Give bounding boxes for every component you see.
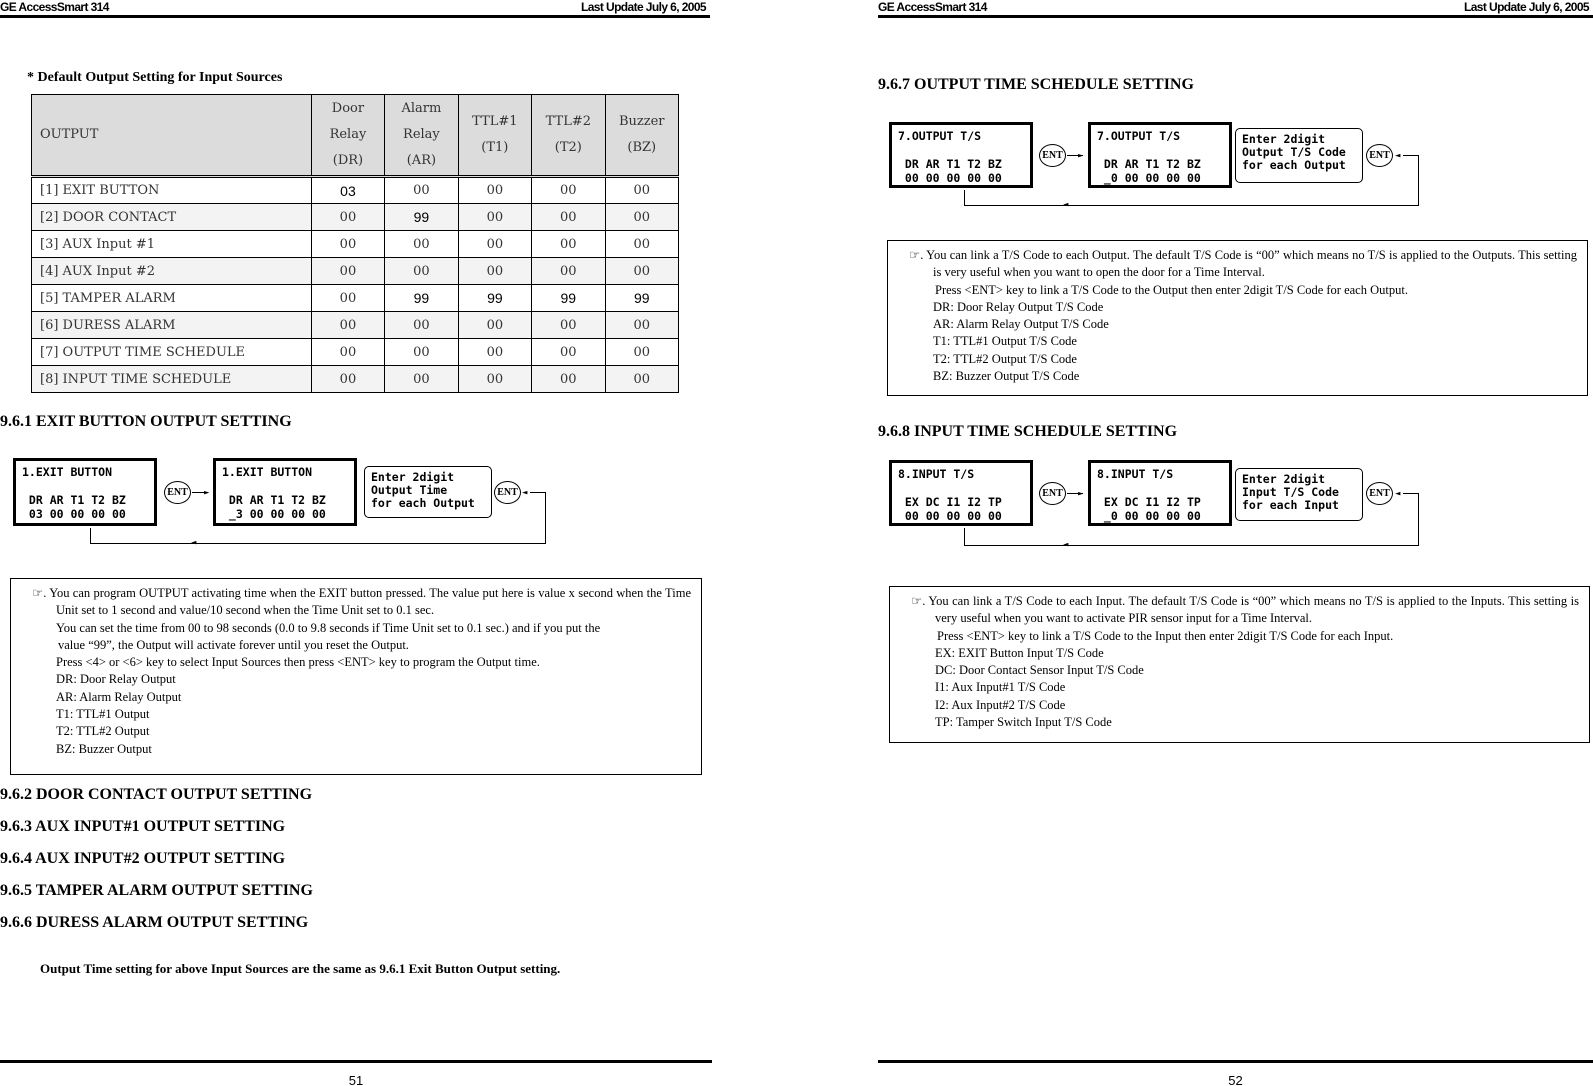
ent-key-icon: ENT [1366, 482, 1393, 505]
table-cell: 00 [605, 339, 678, 366]
row-label: [6] DURESS ALARM [32, 312, 312, 339]
output-ts-info-box [887, 240, 1588, 396]
table-row [32, 258, 679, 285]
table-cell: 00 [605, 177, 678, 204]
header-ttl2: TTL#2 (T2) [532, 95, 605, 177]
section-967-title: 9.6.7 OUTPUT TIME SCHEDULE SETTING [878, 76, 1194, 93]
exit-button-info-box [10, 578, 702, 775]
arrow-line [545, 492, 546, 543]
lcd-screen-default: 8.INPUT T/S EX DC I1 I2 TP 00 00 00 00 00 [889, 460, 1033, 526]
table-cell: 99 [605, 285, 678, 312]
section-968-title: 9.6.8 INPUT TIME SCHEDULE SETTING [878, 423, 1178, 440]
arrow-line [964, 190, 965, 206]
page-number: 52 [1228, 1073, 1243, 1086]
info-line: value “99”, the Output will activate forever until you reset the Output. [58, 637, 409, 652]
info-i1: I1: Aux Input#1 T/S Code [935, 680, 1066, 695]
page-51 [0, 0, 712, 1086]
table-cell: 00 [458, 177, 531, 204]
page-footer [0, 1060, 712, 1086]
info-lead: ☞. You can link a T/S Code to each Input. The default T/S Code is “00” which means no T/S is applied to the Inputs. This setting is very useful when you want to activate PIR sensor input for a Time Interval. [911, 594, 1579, 626]
info-lead: ☞. You can program OUTPUT activating time when the EXIT button pressed. The value put here is value x second when the Time Unit set to 1 second and value/10 second when the Time Unit set to 0.1 sec. [32, 586, 691, 618]
row-label: [1] EXIT BUTTON [32, 177, 312, 204]
row-label: [4] AUX Input #2 [32, 258, 312, 285]
arrow-left-icon: ◄ [191, 538, 197, 548]
table-cell: 99 [385, 285, 458, 312]
input-ts-diagram [889, 460, 1449, 560]
arrow-line [964, 528, 965, 546]
table-cell: 99 [532, 285, 605, 312]
header-ttl1: TTL#1 (T1) [458, 95, 531, 177]
return-line [964, 545, 1419, 546]
ent-key-icon: ENT [1366, 144, 1393, 167]
table-cell: 00 [532, 258, 605, 285]
table-title: * Default Output Setting for Input Sources [27, 70, 283, 85]
arrow-right-icon: ► [204, 488, 210, 498]
header-update: Last Update July 6, 2005 [581, 0, 706, 14]
table-cell: 00 [458, 339, 531, 366]
page-footer [878, 1060, 1593, 1086]
table-cell: 00 [605, 258, 678, 285]
same-setting-note: Output Time setting for above Input Sources are the same as 9.6.1 Exit Button Output setting. [40, 961, 561, 976]
info-line: You can set the time from 00 to 98 seconds (0.0 to 9.8 seconds if Time Unit set to 0.1 sec.) and if you put the [56, 620, 601, 635]
info-dc: DC: Door Contact Sensor Input T/S Code [935, 663, 1144, 678]
page-header [878, 0, 1593, 18]
table-row [32, 339, 679, 366]
table-cell: 00 [532, 231, 605, 258]
output-ts-diagram [889, 122, 1449, 222]
table-row [32, 231, 679, 258]
section-966-title: 9.6.6 DURESS ALARM OUTPUT SETTING [0, 914, 309, 931]
exit-button-diagram [10, 458, 560, 558]
table-cell: 00 [311, 231, 384, 258]
section-963-title: 9.6.3 AUX INPUT#1 OUTPUT SETTING [0, 818, 286, 835]
arrow-left-icon: ◄ [522, 488, 528, 498]
table-cell: 00 [532, 366, 605, 393]
arrow-left-icon: ◄ [1063, 200, 1069, 210]
table-cell: 00 [458, 231, 531, 258]
arrow-line [1403, 155, 1419, 156]
lcd-screen-edit: 1.EXIT BUTTON DR AR T1 T2 BZ _3 00 00 00 00 [213, 458, 357, 526]
row-label: [8] INPUT TIME SCHEDULE [32, 366, 312, 393]
row-label: [2] DOOR CONTACT [32, 204, 312, 231]
info-bz: BZ: Buzzer Output T/S Code [933, 369, 1080, 384]
ent-key-icon: ENT [494, 481, 521, 504]
arrow-left-icon: ◄ [1395, 489, 1401, 499]
table-cell: 00 [385, 258, 458, 285]
table-cell: 00 [311, 258, 384, 285]
table-cell: 00 [458, 258, 531, 285]
info-t1: T1: TTL#1 Output T/S Code [933, 334, 1077, 349]
table-cell: 00 [311, 285, 384, 312]
table-cell: 00 [605, 231, 678, 258]
arrow-line [1403, 493, 1419, 494]
table-cell: 00 [385, 366, 458, 393]
info-ex: EX: EXIT Button Input T/S Code [935, 645, 1104, 660]
return-line [964, 205, 1419, 206]
header-update: Last Update July 6, 2005 [1464, 0, 1589, 14]
info-lead: ☞. You can link a T/S Code to each Output. The default T/S Code is “00” which means no T/S is applied to the Outputs. This setting is very useful when you want to open the door for a Time Interval. [909, 248, 1577, 280]
table-cell: 03 [311, 177, 384, 204]
page-52 [878, 0, 1593, 1086]
arrow-line [530, 492, 546, 493]
return-line [90, 543, 546, 544]
table-cell: 00 [385, 312, 458, 339]
info-tp: TP: Tamper Switch Input T/S Code [935, 715, 1112, 730]
ent-key-icon: ENT [1039, 482, 1066, 505]
table-cell: 00 [311, 312, 384, 339]
page-header [0, 0, 710, 18]
section-961-title: 9.6.1 EXIT BUTTON OUTPUT SETTING [0, 413, 292, 430]
arrow-line [1418, 155, 1419, 205]
header-door-relay: Door Relay (DR) [311, 95, 384, 177]
arrow-right-icon: ► [1078, 489, 1084, 499]
table-cell: 00 [385, 231, 458, 258]
table-cell: 99 [385, 204, 458, 231]
header-alarm-relay: Alarm Relay (AR) [385, 95, 458, 177]
arrow-left-icon: ◄ [1063, 540, 1069, 550]
info-line: Press <4> or <6> key to select Input Sources then press <ENT> key to program the Output time. [56, 655, 540, 670]
info-t2: T2: TTL#2 Output T/S Code [933, 351, 1077, 366]
table-cell: 00 [532, 339, 605, 366]
info-line: Press <ENT> key to link a T/S Code to the Input then enter 2digit T/S Code for each Input. [937, 628, 1394, 643]
info-t1: T1: TTL#1 Output [56, 707, 150, 722]
info-bz: BZ: Buzzer Output [56, 741, 152, 756]
table-cell: 00 [458, 366, 531, 393]
info-line: Press <ENT> key to link a T/S Code to the Output then enter 2digit T/S Code for each Output. [935, 282, 1408, 297]
instruction-box: Enter 2digit Output T/S Code for each Output [1235, 128, 1363, 183]
arrow-left-icon: ◄ [1395, 151, 1401, 161]
table-cell: 00 [311, 204, 384, 231]
section-962-title: 9.6.2 DOOR CONTACT OUTPUT SETTING [0, 786, 313, 803]
header-product: GE AccessSmart 314 [878, 0, 987, 14]
info-dr: DR: Door Relay Output [56, 672, 176, 687]
lcd-screen-edit: 8.INPUT T/S EX DC I1 I2 TP _0 00 00 00 00 [1088, 460, 1232, 526]
table-header-row [32, 95, 679, 177]
row-label: [5] TAMPER ALARM [32, 285, 312, 312]
table-cell: 00 [311, 366, 384, 393]
table-row [32, 177, 679, 204]
table-cell: 00 [385, 177, 458, 204]
section-965-title: 9.6.5 TAMPER ALARM OUTPUT SETTING [0, 882, 313, 899]
default-output-table [31, 94, 679, 393]
row-label: [7] OUTPUT TIME SCHEDULE [32, 339, 312, 366]
table-row [32, 366, 679, 393]
table-cell: 00 [311, 339, 384, 366]
instruction-box: Enter 2digit Input T/S Code for each Input [1235, 468, 1363, 521]
input-ts-info-box [889, 586, 1590, 743]
section-964-title: 9.6.4 AUX INPUT#2 OUTPUT SETTING [0, 850, 286, 867]
info-ar: AR: Alarm Relay Output [56, 689, 182, 704]
table-row [32, 285, 679, 312]
lcd-screen-default: 7.OUTPUT T/S DR AR T1 T2 BZ 00 00 00 00 00 [889, 122, 1033, 188]
info-i2: I2: Aux Input#2 T/S Code [935, 697, 1066, 712]
table-cell: 00 [532, 312, 605, 339]
info-ar: AR: Alarm Relay Output T/S Code [933, 317, 1109, 332]
ent-key-icon: ENT [1039, 144, 1066, 167]
lcd-screen-edit: 7.OUTPUT T/S DR AR T1 T2 BZ _0 00 00 00 00 [1088, 122, 1232, 188]
lcd-screen-default: 1.EXIT BUTTON DR AR T1 T2 BZ 03 00 00 00 00 [13, 458, 157, 526]
table-cell: 00 [605, 204, 678, 231]
header-product: GE AccessSmart 314 [0, 0, 109, 14]
page-number: 51 [348, 1073, 364, 1086]
table-cell: 00 [458, 312, 531, 339]
table-cell: 00 [605, 312, 678, 339]
header-buzzer: Buzzer (BZ) [605, 95, 678, 177]
table-cell: 00 [532, 204, 605, 231]
ent-key-icon: ENT [164, 481, 191, 504]
info-dr: DR: Door Relay Output T/S Code [933, 299, 1104, 314]
table-cell: 00 [385, 339, 458, 366]
arrow-line [1418, 493, 1419, 545]
header-output: OUTPUT [32, 95, 312, 177]
table-cell: 00 [458, 204, 531, 231]
table-row [32, 204, 679, 231]
info-t2: T2: TTL#2 Output [56, 724, 150, 739]
row-label: [3] AUX Input #1 [32, 231, 312, 258]
arrow-line [90, 528, 91, 544]
instruction-box: Enter 2digit Output Time for each Output [364, 466, 492, 518]
arrow-right-icon: ► [1078, 151, 1084, 161]
table-row [32, 312, 679, 339]
table-cell: 00 [605, 366, 678, 393]
table-cell: 99 [458, 285, 531, 312]
table-cell: 00 [532, 177, 605, 204]
